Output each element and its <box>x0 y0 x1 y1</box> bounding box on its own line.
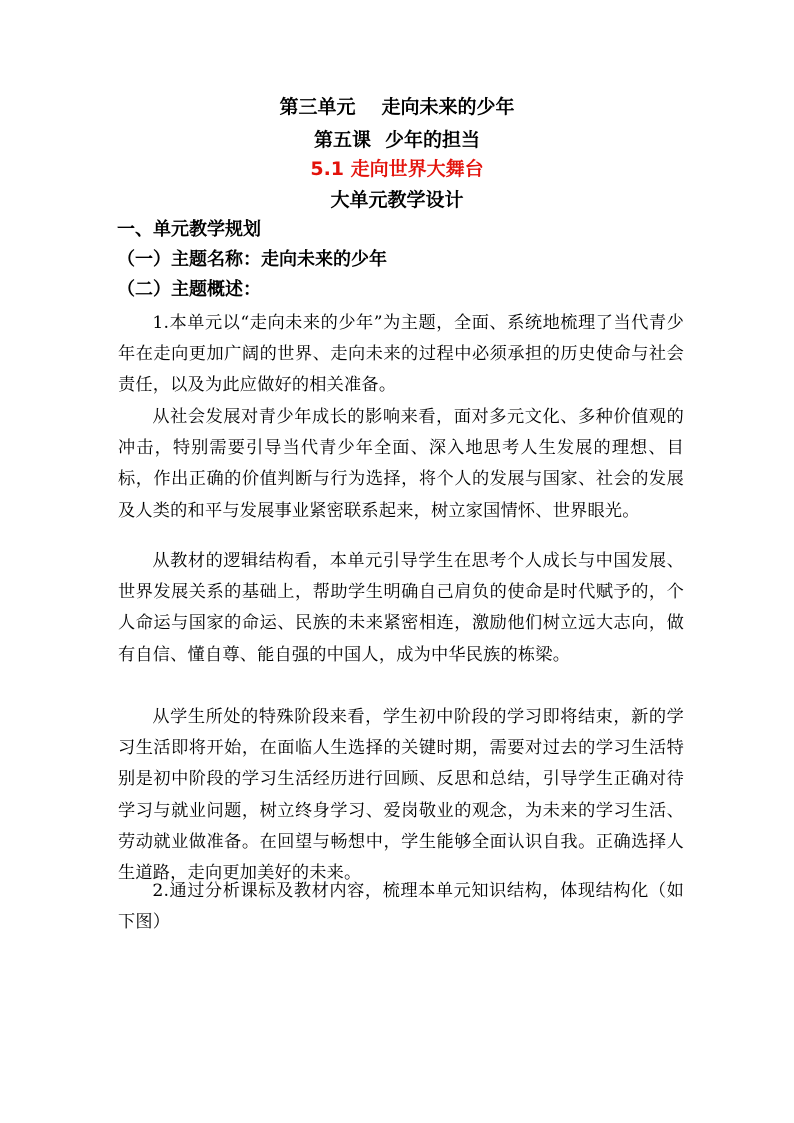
unit-number: 第三单元 <box>279 96 356 118</box>
section-title: 5.1 走向世界大舞台 <box>310 158 484 180</box>
lesson-number: 第五课 <box>313 129 371 151</box>
paragraph-textbook-structure: 从教材的逻辑结构看，本单元引导学生在思考个人成长与中国发展、世界发展关系的基础上，帮助学生明确自己肩负的使命是时代赋予的，个人命运与国家的命运、民族的未来紧密相连，激励他们树立远大志向，做有自信、懂自尊、能自强的中国人，成为中华民族的栋梁。 <box>118 551 684 665</box>
heading-theme-overview: （二）主题概述： <box>117 279 261 300</box>
design-title: 大单元教学设计 <box>330 189 464 211</box>
heading-unit-planning: 一、单元教学规划 <box>117 219 261 240</box>
lesson-title <box>0 126 794 154</box>
unit-name: 走向未来的少年 <box>381 96 515 118</box>
lesson-name: 少年的担当 <box>385 129 481 151</box>
paragraph-student-stage: 从学生所处的特殊阶段来看，学生初中阶段的学习即将结束，新的学习生活即将开始，在面临人生选择的关键时期，需要对过去的学习生活特别是初中阶段的学习生活经历进行回顾、反思和总结，引导学生正确对待学习与就业问题，树立终身学习、爱岗敬业的观念，为未来的学习生活、劳动就业做准备。在回望与畅想中，学生能够全面认识自我。正确选择人生道路，走向更加美好的未来。 <box>118 707 684 884</box>
paragraph-overview-2: 2.通过分析课标及教材内容，梳理本单元知识结构，体现结构化（如下图） <box>118 881 684 933</box>
paragraph-social-development: 从社会发展对青少年成长的影响来看，面对多元文化、多种价值观的冲击，特别需要引导当代青少年全面、深入地思考人生发展的理想、目标，作出正确的价值判断与行为选择，将个人的发展与国家、社会的发展及人类的和平与发展事业紧密联系起来，树立家国情怀、世界眼光。 <box>118 407 684 521</box>
heading-theme-name: （一）主题名称：走向未来的少年 <box>117 249 387 270</box>
unit-title <box>0 93 794 121</box>
paragraph-overview-1: 1.本单元以“走向未来的少年”为主题，全面、系统地梳理了当代青少年在走向更加广阔的世界、走向未来的过程中必须承担的历史使命与社会责任，以及为此应做好的相关准备。 <box>118 313 684 396</box>
